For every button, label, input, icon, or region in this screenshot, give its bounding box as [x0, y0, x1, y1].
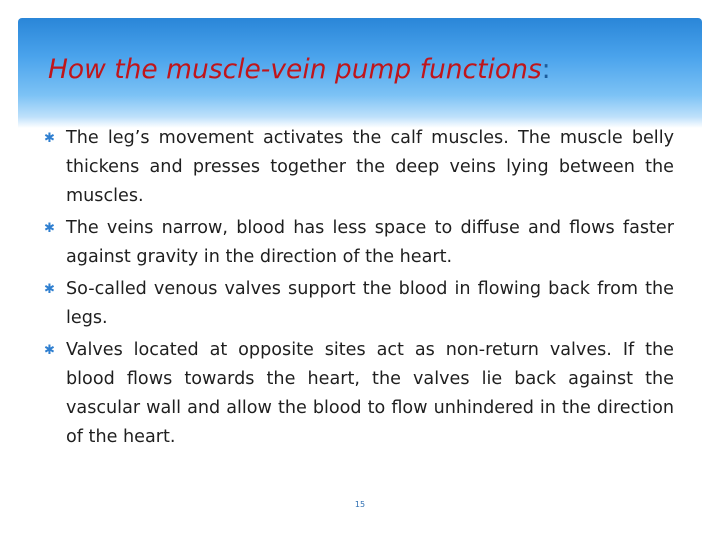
slide-title-text: How the muscle-vein pump functions: [48, 54, 542, 85]
page-number: 15: [354, 500, 366, 509]
slide-title: [48, 54, 551, 85]
bullet-list: [44, 124, 674, 455]
bullet-text: The veins narrow, blood has less space to diffuse and flows faster against gravity in the direction of the heart.: [66, 218, 674, 267]
bullet-item: [44, 336, 674, 452]
bullet-item: [44, 124, 674, 211]
bullet-text: Valves located at opposite sites act as non-return valves. If the blood flows towards the heart, the valves lie back against the vascular wall and allow the blood to flow unhindered in the direction of the heart.: [66, 340, 674, 447]
bullet-item: [44, 214, 674, 272]
asterisk-bullet-icon: ✱: [44, 343, 55, 358]
asterisk-bullet-icon: ✱: [44, 221, 55, 236]
bullet-text: So-called venous valves support the blood in flowing back from the legs.: [66, 279, 674, 328]
bullet-text: The leg’s movement activates the calf muscles. The muscle belly thickens and presses together the deep veins lying between the muscles.: [66, 128, 674, 206]
slide-title-colon: :: [541, 54, 551, 85]
bullet-item: [44, 275, 674, 333]
asterisk-bullet-icon: ✱: [44, 282, 55, 297]
asterisk-bullet-icon: ✱: [44, 131, 55, 146]
